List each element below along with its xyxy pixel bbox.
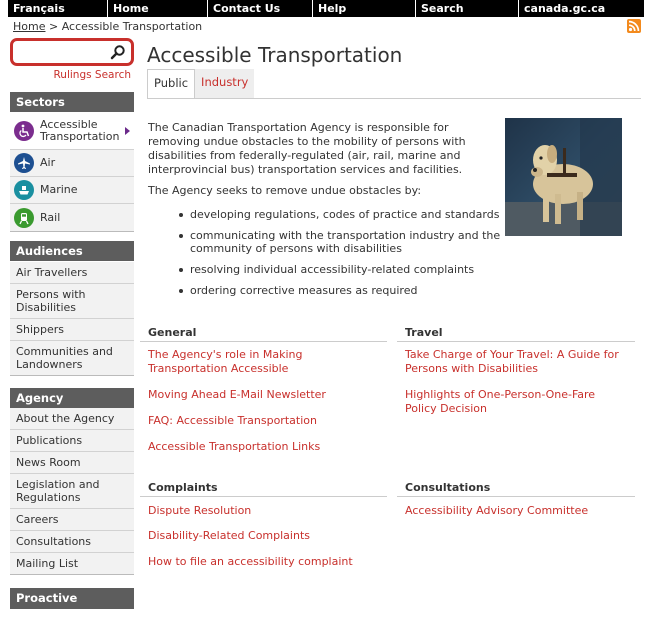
sidebar-item-careers[interactable]: Careers (10, 509, 134, 531)
sidebar-heading-proactive-disclosure[interactable]: Proactive Disclosure (10, 588, 134, 609)
sidebar-item-label: Air (40, 156, 56, 169)
link-dispute-resolution[interactable]: Dispute Resolution (148, 504, 252, 517)
section-heading-consultations: Consultations (405, 481, 491, 494)
section-divider (140, 496, 387, 497)
sidebar-item-label: Accessible Transportation (40, 118, 120, 143)
sidebar-heading-agency: Agency (10, 388, 134, 408)
sidebar-audiences-list (10, 262, 134, 376)
sidebar-item-communities-and-landowners[interactable]: Communities and Landowners (16, 345, 113, 371)
link-accessible-transportation-links[interactable]: Accessible Transportation Links (148, 440, 321, 453)
topbar-link-help[interactable]: Help (313, 0, 416, 17)
airplane-icon (14, 153, 34, 173)
page-title: Accessible Transportation (147, 43, 403, 67)
sidebar-item-consultations[interactable]: Consultations (10, 531, 134, 553)
tab-public[interactable]: Public (147, 69, 195, 98)
sidebar-heading-sectors: Sectors (10, 92, 134, 112)
tab-divider (147, 98, 641, 99)
sidebar-agency-list (10, 408, 134, 575)
link-moving-ahead-newsletter[interactable]: Moving Ahead E-Mail Newsletter (148, 388, 326, 401)
breadcrumb-current: Accessible Transportation (61, 20, 203, 33)
list-item: developing regulations, codes of practice and standards (176, 208, 506, 221)
rss-feed-icon[interactable] (627, 19, 641, 33)
guide-dog-photo (505, 118, 622, 236)
sidebar-sectors-list (10, 113, 134, 232)
sidebar-item-accessible-transportation[interactable] (10, 113, 134, 150)
rulings-search-link[interactable]: Rulings Search (53, 69, 131, 81)
breadcrumb (13, 20, 202, 33)
breadcrumb-home-link[interactable]: Home (13, 20, 46, 33)
sidebar-item-legislation-and-regulations[interactable]: Legislation and Regulations (10, 474, 134, 509)
section-heading-general: General (148, 326, 197, 339)
sidebar-item-mailing-list[interactable]: Mailing List (16, 557, 79, 570)
sidebar-item-label: Rail (40, 210, 61, 224)
section-divider (397, 341, 635, 342)
section-heading-complaints: Complaints (148, 481, 218, 494)
link-agency-role[interactable]: The Agency's role in Making Transportation Accessible (148, 348, 303, 375)
link-one-person-one-fare[interactable]: Highlights of One-Person-One-Fare Policy Decision (405, 388, 596, 415)
sidebar-item-about-the-agency[interactable]: About the Agency (10, 408, 134, 430)
sidebar-item-marine[interactable] (10, 177, 134, 204)
sidebar-item-persons-with-disabilities[interactable]: Persons with Disabilities (10, 284, 134, 319)
section-divider (397, 496, 635, 497)
intro-paragraph: The Canadian Transportation Agency is responsible for removing undue obstacles to the mobility of persons with disabilities from federally-regulated (air, rail, marine and interprovincial bus) transportation services and facilities. (148, 121, 466, 176)
topbar-link-contact-us[interactable]: Contact Us (208, 0, 313, 17)
sidebar-item-air-travellers[interactable]: Air Travellers (10, 262, 134, 284)
list-item: ordering corrective measures as required (176, 284, 506, 297)
link-accessibility-advisory-committee[interactable]: Accessibility Advisory Committee (405, 504, 589, 517)
ship-icon (14, 180, 34, 200)
sidebar-item-label: Marine (40, 183, 78, 196)
sidebar-item-shippers[interactable]: Shippers (10, 319, 134, 341)
topbar-link-home[interactable]: Home (108, 0, 208, 17)
tab-bar (147, 69, 254, 98)
search-icon[interactable] (110, 44, 126, 63)
topbar-link-search[interactable]: Search (416, 0, 519, 17)
section-divider (140, 341, 387, 342)
train-icon (14, 208, 34, 228)
chevron-right-icon (125, 127, 130, 135)
obstacle-removal-list (176, 208, 506, 305)
top-navigation-bar (8, 0, 644, 17)
link-disability-related-complaints[interactable]: Disability-Related Complaints (148, 529, 310, 542)
sidebar-item-publications[interactable]: Publications (10, 430, 134, 452)
link-how-to-file-complaint[interactable]: How to file an accessibility complaint (148, 555, 353, 568)
intro-lead-in: The Agency seeks to remove undue obstacles by: (148, 184, 422, 197)
breadcrumb-separator: > (48, 20, 59, 33)
list-item: communicating with the transportation industry and the community of persons with disabilities (176, 229, 506, 255)
list-item: resolving individual accessibility-related complaints (176, 263, 506, 276)
sidebar-item-air[interactable] (10, 150, 134, 177)
search-input[interactable] (10, 38, 134, 66)
tab-industry[interactable]: Industry (195, 69, 254, 98)
wheelchair-icon (14, 121, 34, 141)
topbar-link-canada-gc-ca[interactable]: canada.gc.ca (524, 2, 606, 15)
sidebar-heading-audiences: Audiences (10, 241, 134, 261)
sidebar-item-news-room[interactable]: News Room (10, 452, 134, 474)
link-faq[interactable]: FAQ: Accessible Transportation (148, 414, 317, 427)
topbar-link-francais[interactable]: Français (8, 0, 108, 17)
link-take-charge-of-your-travel[interactable]: Take Charge of Your Travel: A Guide for Persons with Disabilities (405, 348, 619, 375)
section-heading-travel: Travel (405, 326, 443, 339)
sidebar-item-rail[interactable] (10, 204, 134, 231)
